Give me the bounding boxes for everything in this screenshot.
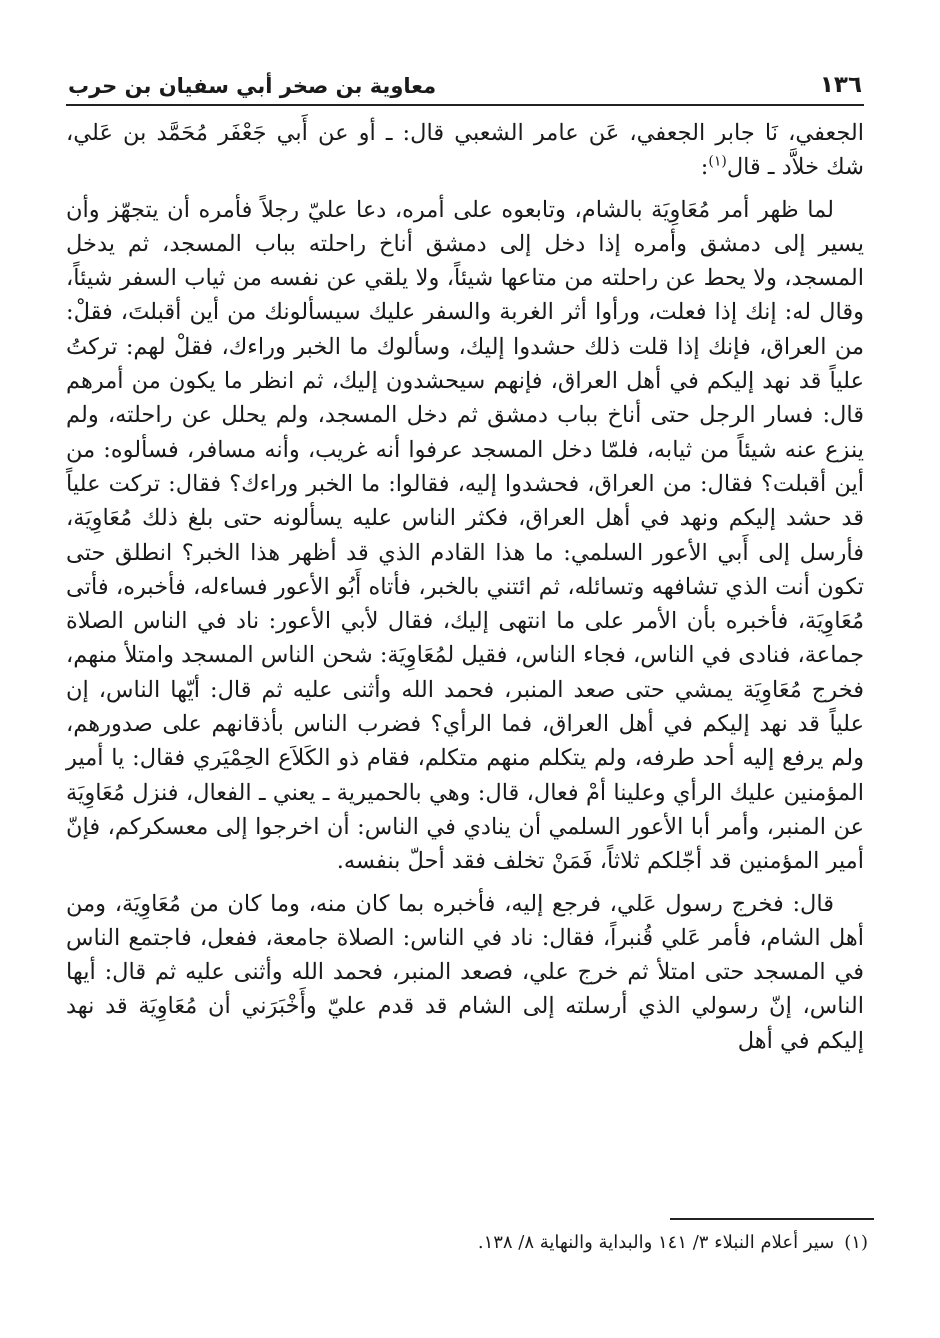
paragraph-tail: : (700, 154, 709, 181)
paragraph-text: الجعفي، نَا جابر الجعفي، عَن عامر الشعبي قال: ـ أو عن أَبي جَعْفَر مُحَمَّد بن عَلي، شك خلاَّد ـ قال (66, 120, 864, 181)
main-text (66, 116, 864, 1058)
footnote-number: (١) (844, 1232, 868, 1253)
paragraph-3: قال: فخرج رسول عَلي، فرجع إليه، فأخبره بما كان منه، وما كان من مُعَاوِيَة، ومن أهل الشام، فأمر عَلي قُنبراً، فقال: ناد في الناس: الصلاة جامعة، ففعل، فاجتمع الناس في المسجد حتى امتلأ ثم خرج علي، فصعد المنبر، فحمد الله وأثنى عليه ثم قال: أيها الناس، إنّ رسولي الذي أرسلته إلى الشام قد قدم عليّ وأَخْبَرَني أن مُعَاوِيَة قد نهد إليكم في أهل (66, 890, 864, 1054)
footnote-text: سير أعلام النبلاء ٣/ ١٤١ والبداية والنهاية ٨/ ١٣٨. (477, 1232, 835, 1253)
paragraph-2: لما ظهر أمر مُعَاوِيَة بالشام، وتابعوه على أمره، دعا عليّ رجلاً فأمره أن يتجهّز وأن يسير إلى دمشق وأمره إذا دخل إلى دمشق أناخ راحلته بباب المسجد، ثم يدخل المسجد، ولا يحط عن راحلته من متاعها شيئاً، ولا يلقي عن نفسه من ثياب السفر شيئاً، وقال له: إنك إذا فعلت، ورأوا أثر الغربة والسفر عليك سيسألونك من أين أقبلتَ، فقلْ: من العراق، فإنك إذا قلت ذلك حشدوا إليك، وسألوك ما الخبر وراءك، فقلْ لهم: تركتُ علياً قد نهد إليكم في أهل العراق، فإنهم سيحشدون إليك، ثم انظر ما يكون من أمرهم قال: فسار الرجل حتى أناخ بباب دمشق ثم دخل المسجد، ولم يحلل عن راحلته، ولم ينزع عنه شيئاً من ثيابه، فلمّا دخل المسجد عرفوا أنه غريب، وأنه مسافر، فسألوه: من أين أقبلت؟ فقال: من العراق، فحشدوا إليه، فقالوا: ما الخبر وراءك؟ فقال: تركت علياً قد حشد إليكم ونهد في أهل العراق، فكثر الناس عليه يسألونه حتى بلغ ذلك مُعَاوِيَة، فأرسل إلى أَبي الأعور السلمي: ما هذا القادم الذي قد أظهر هذا الخبر؟ انطلق حتى تكون أنت الذي تشافهه وتسائله، ثم ائتني بالخبر، فأتاه أَبُو الأعور فساءله، فأخبره، فأتى مُعَاوِيَة، فأخبره بأن الأمر على ما انتهى إليك، فقال لأبي الأعور: ناد في الناس الصلاة جماعة، فنادى في الناس، فجاء الناس، فقيل لمُعَاوِيَة: شحن الناس المسجد وامتلأ منهم، فخرج مُعَاوِيَة يمشي حتى صعد المنبر، فحمد الله وأثنى عليه ثم قال: أيّها الناس، إن علياً قد نهد إليكم في أهل العراق، فما الرأي؟ فضرب الناس بأذقانهم على صدورهم، ولم يرفع إليه أحد طرفه، ولم يتكلم منهم متكلم، فقام ذو الكَلاَع الحِمْيَري فقال: يا أمير المؤمنين عليك الرأي وعلينا أمْ فعال، قال: وهي بالحميرية ـ يعني ـ الفعال، فنزل مُعَاوِيَة عن المنبر، وأمر أبا الأعور السلمي أن ينادي في الناس: أن اخرجوا إلى معسكركم، فإنّ أمير المؤمنين قد أجّلكم ثلاثاً، فَمَنْ تخلف فقد أحلّ بنفسه. (66, 196, 865, 875)
running-title: معاوية بن صخر أبي سفيان بن حرب (68, 74, 437, 98)
page-number: ١٣٦ (819, 72, 862, 98)
footnote-reference: (١) (708, 153, 727, 170)
footnote (70, 1230, 868, 1256)
book-page (66, 58, 864, 1066)
running-header (66, 58, 864, 106)
paragraph-1 (66, 116, 864, 185)
footnote-separator (670, 1218, 874, 1220)
